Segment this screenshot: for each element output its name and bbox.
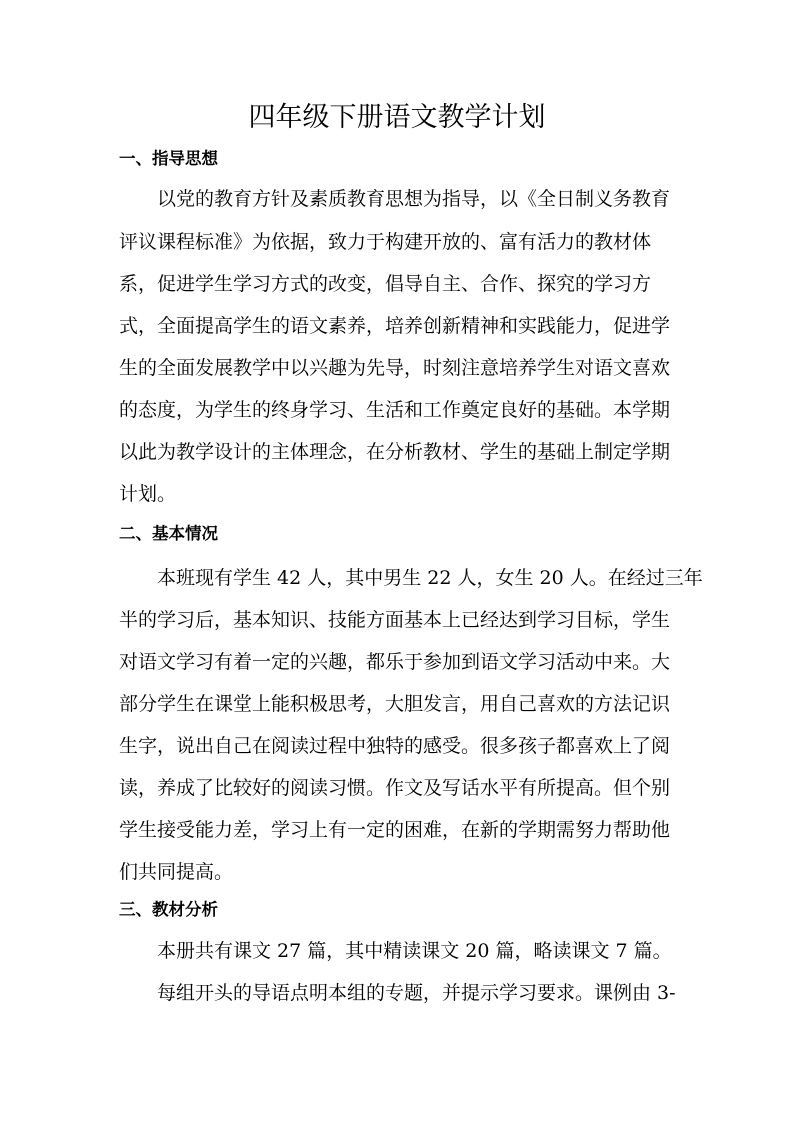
paragraph-line: 本班现有学生 42 人，其中男生 22 人，女生 20 人。在经过三年	[157, 567, 703, 589]
paragraph-line: 部分学生在课堂上能积极思考，大胆发言，用自己喜欢的方法记识	[119, 693, 671, 715]
paragraph-line: 半的学习后，基本知识、技能方面基本上已经达到学习目标，学生	[119, 609, 671, 631]
paragraph-line: 评议课程标准》为依据，致力于构建开放的、富有活力的教材体	[119, 231, 652, 253]
paragraph-line: 读，养成了比较好的阅读习惯。作文及写话水平有所提高。但个别	[119, 777, 671, 799]
paragraph-line: 每组开头的导语点明本组的专题，并提示学习要求。课例由 3-	[157, 982, 676, 1004]
paragraph-line: 生的全面发展教学中以兴趣为先导，时刻注意培养学生对语文喜欢	[119, 357, 671, 379]
paragraph-line: 计划。	[119, 483, 177, 505]
paragraph-line: 式，全面提高学生的语文素养，培养创新精神和实践能力，促进学	[119, 315, 671, 337]
paragraph-line: 本册共有课文 27 篇，其中精读课文 20 篇，略读课文 7 篇。	[157, 940, 672, 962]
paragraph-line: 学生接受能力差，学习上有一定的困难，在新的学期需努力帮助他	[119, 819, 671, 841]
paragraph-line: 对语文学习有着一定的兴趣，都乐于参加到语文学习活动中来。大	[119, 651, 671, 673]
section-heading-guiding-ideology: 一、指导思想	[119, 149, 218, 168]
document-title: 四年级下册语文教学计划	[248, 102, 546, 133]
paragraph-line: 以此为教学设计的主体理念，在分析教材、学生的基础上制定学期	[119, 441, 671, 463]
section-heading-basic-situation: 二、基本情况	[119, 524, 218, 543]
paragraph-line: 以党的教育方针及素质教育思想为指导，以《全日制义务教育	[157, 188, 671, 210]
section-heading-textbook-analysis: 三、教材分析	[119, 900, 218, 919]
paragraph-line: 系，促进学生学习方式的改变，倡导自主、合作、探究的学习方	[119, 273, 652, 295]
paragraph-line: 生字，说出自己在阅读过程中独特的感受。很多孩子都喜欢上了阅	[119, 735, 671, 757]
paragraph-line: 的态度，为学生的终身学习、生活和工作奠定良好的基础。本学期	[119, 399, 671, 421]
paragraph-line: 们共同提高。	[119, 861, 234, 883]
